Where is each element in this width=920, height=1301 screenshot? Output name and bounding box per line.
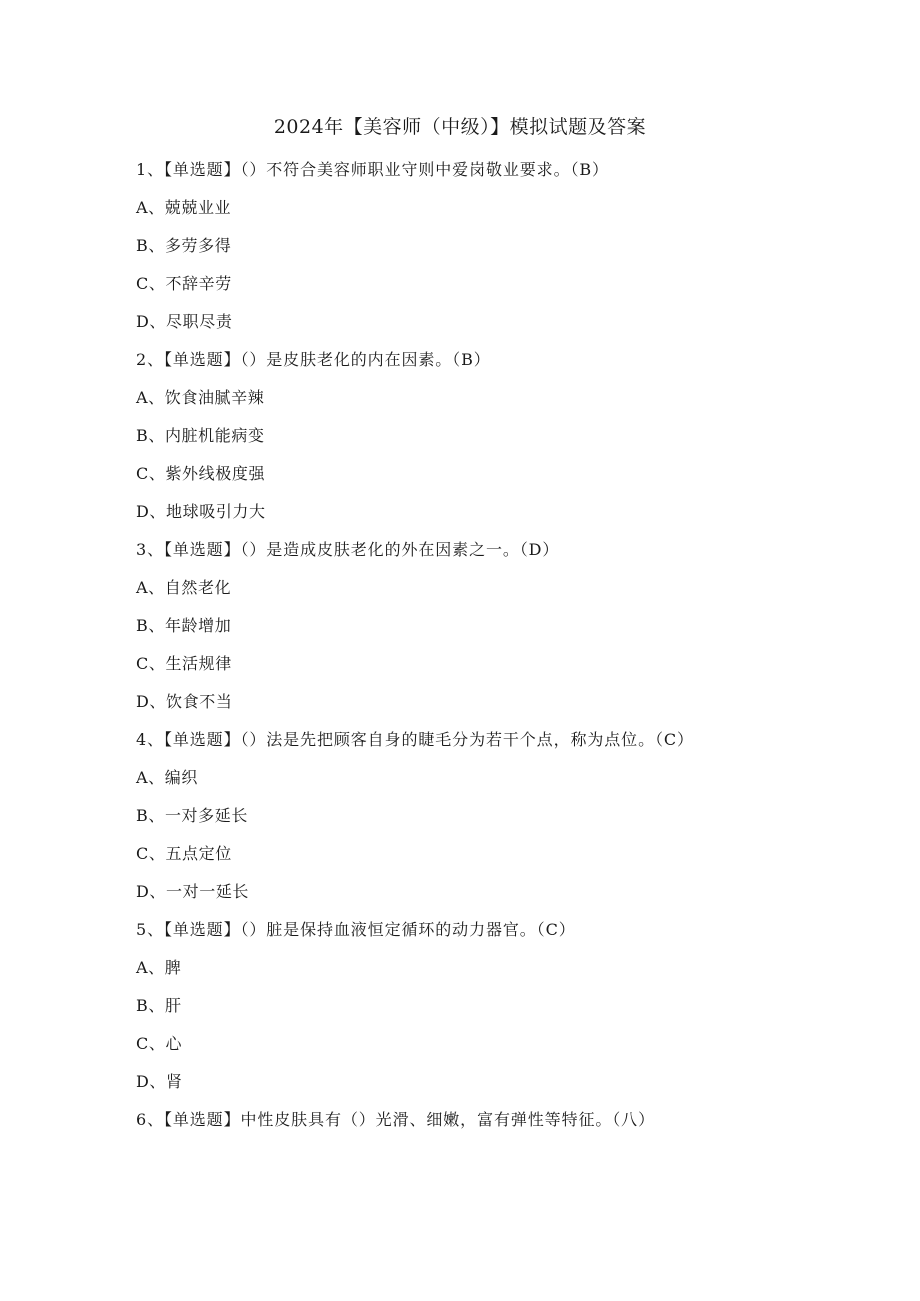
question-5-option-d: D、肾 xyxy=(136,1072,183,1091)
question-3-option-a: A、自然老化 xyxy=(136,578,232,597)
question-1-stem: 1、【单选题】（）不符合美容师职业守则中爱岗敬业要求。（B） xyxy=(136,160,609,179)
question-4-option-c: C、五点定位 xyxy=(136,844,232,863)
question-2-option-b: B、内脏机能病变 xyxy=(136,426,265,445)
question-2-option-a: A、饮食油腻辛辣 xyxy=(136,388,265,407)
question-1-option-a: A、兢兢业业 xyxy=(136,198,232,217)
question-5-option-c: C、心 xyxy=(136,1034,183,1053)
question-3-stem: 3、【单选题】（）是造成皮肤老化的外在因素之一。（D） xyxy=(136,540,560,559)
question-4-option-b: B、一对多延长 xyxy=(136,806,248,825)
question-5-stem: 5、【单选题】（）脏是保持血液恒定循环的动力器官。（C） xyxy=(136,920,576,939)
question-2-option-d: D、地球吸引力大 xyxy=(136,502,266,521)
question-2-stem: 2、【单选题】（）是皮肤老化的内在因素。（B） xyxy=(136,350,491,369)
question-list xyxy=(136,158,836,1146)
document-title: 2024年【美容师（中级）】模拟试题及答案 xyxy=(273,116,647,138)
question-3-option-c: C、生活规律 xyxy=(136,654,232,673)
question-6-stem: 6、【单选题】中性皮肤具有（）光滑、细嫩，富有弹性等特征。（八） xyxy=(136,1110,655,1129)
question-2-option-c: C、紫外线极度强 xyxy=(136,464,266,483)
question-4-option-d: D、一对一延长 xyxy=(136,882,250,901)
question-1-option-d: D、尽职尽责 xyxy=(136,312,233,331)
question-5-option-b: B、肝 xyxy=(136,996,182,1015)
question-4-stem: 4、【单选题】（）法是先把顾客自身的睫毛分为若干个点，称为点位。（C） xyxy=(136,730,694,749)
question-1-option-c: C、不辞辛劳 xyxy=(136,274,232,293)
question-3-option-d: D、饮食不当 xyxy=(136,692,233,711)
question-1-option-b: B、多劳多得 xyxy=(136,236,232,255)
question-4-option-a: A、编织 xyxy=(136,768,198,787)
question-5-option-a: A、脾 xyxy=(136,958,182,977)
question-3-option-b: B、年龄增加 xyxy=(136,616,232,635)
